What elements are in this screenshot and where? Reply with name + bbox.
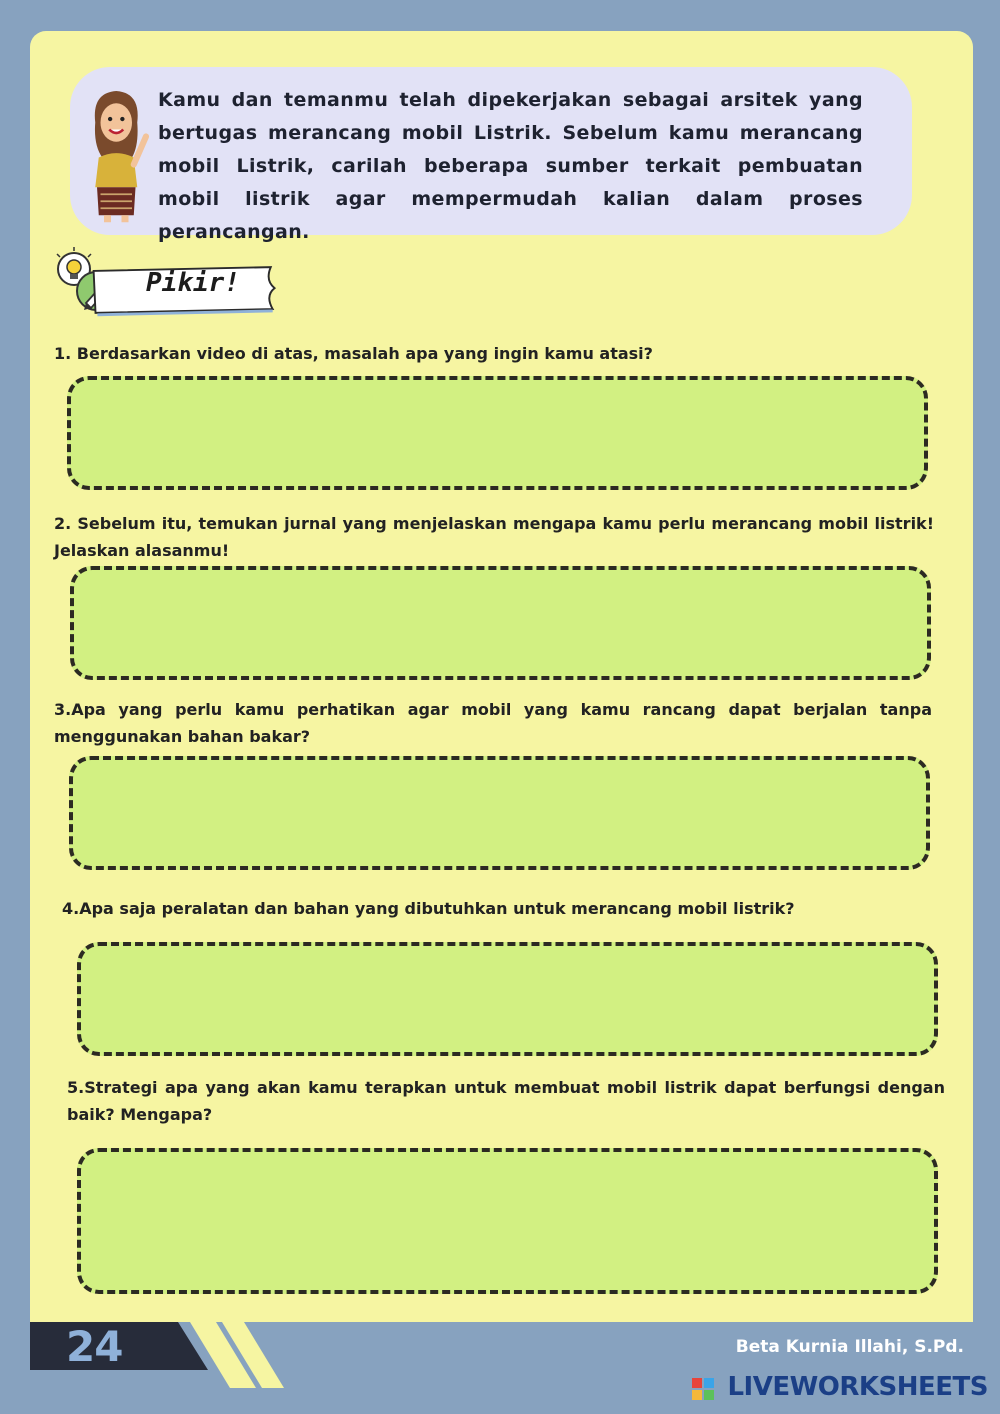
question-3: 3.Apa yang perlu kamu perhatikan agar mobil yang kamu rancang dapat berjalan tanpa menggunakan bahan bakar?	[54, 700, 932, 746]
question-2: 2. Sebelum itu, temukan jurnal yang menjelaskan mengapa kamu perlu merancang mobil listrik! Jelaskan alasanmu!	[54, 514, 934, 560]
question-4: 4.Apa saja peralatan dan bahan yang dibutuhkan untuk merancang mobil listrik?	[62, 899, 795, 918]
question-5: 5.Strategi apa yang akan kamu terapkan untuk membuat mobil listrik dapat berfungsi dengan baik? Mengapa?	[67, 1078, 945, 1124]
answer-box-4[interactable]	[77, 942, 938, 1056]
brand-watermark: LIVEWORKSHEETS	[727, 1372, 988, 1402]
answer-box-3[interactable]	[69, 756, 930, 870]
intro-text: Kamu dan temanmu telah dipekerjakan sebagai arsitek yang bertugas merancang mobil Listrik. Sebelum kamu merancang mobil Listrik, carilah beberapa sumber terkait pembuatan mobil listrik agar mempermudah kalian dalam proses perancangan.	[158, 89, 863, 243]
answer-box-1[interactable]	[67, 376, 928, 490]
author-name: Beta Kurnia Illahi, S.Pd.	[735, 1337, 964, 1357]
page-number: 24	[66, 1322, 123, 1371]
student-avatar-illustration	[80, 84, 156, 224]
section-label: Pikir!	[146, 268, 240, 298]
answer-box-5[interactable]	[77, 1148, 938, 1294]
answer-box-2[interactable]	[70, 566, 931, 680]
question-1: 1. Berdasarkan video di atas, masalah apa yang ingin kamu atasi?	[54, 344, 653, 363]
liveworksheets-logo-icon	[692, 1378, 714, 1400]
